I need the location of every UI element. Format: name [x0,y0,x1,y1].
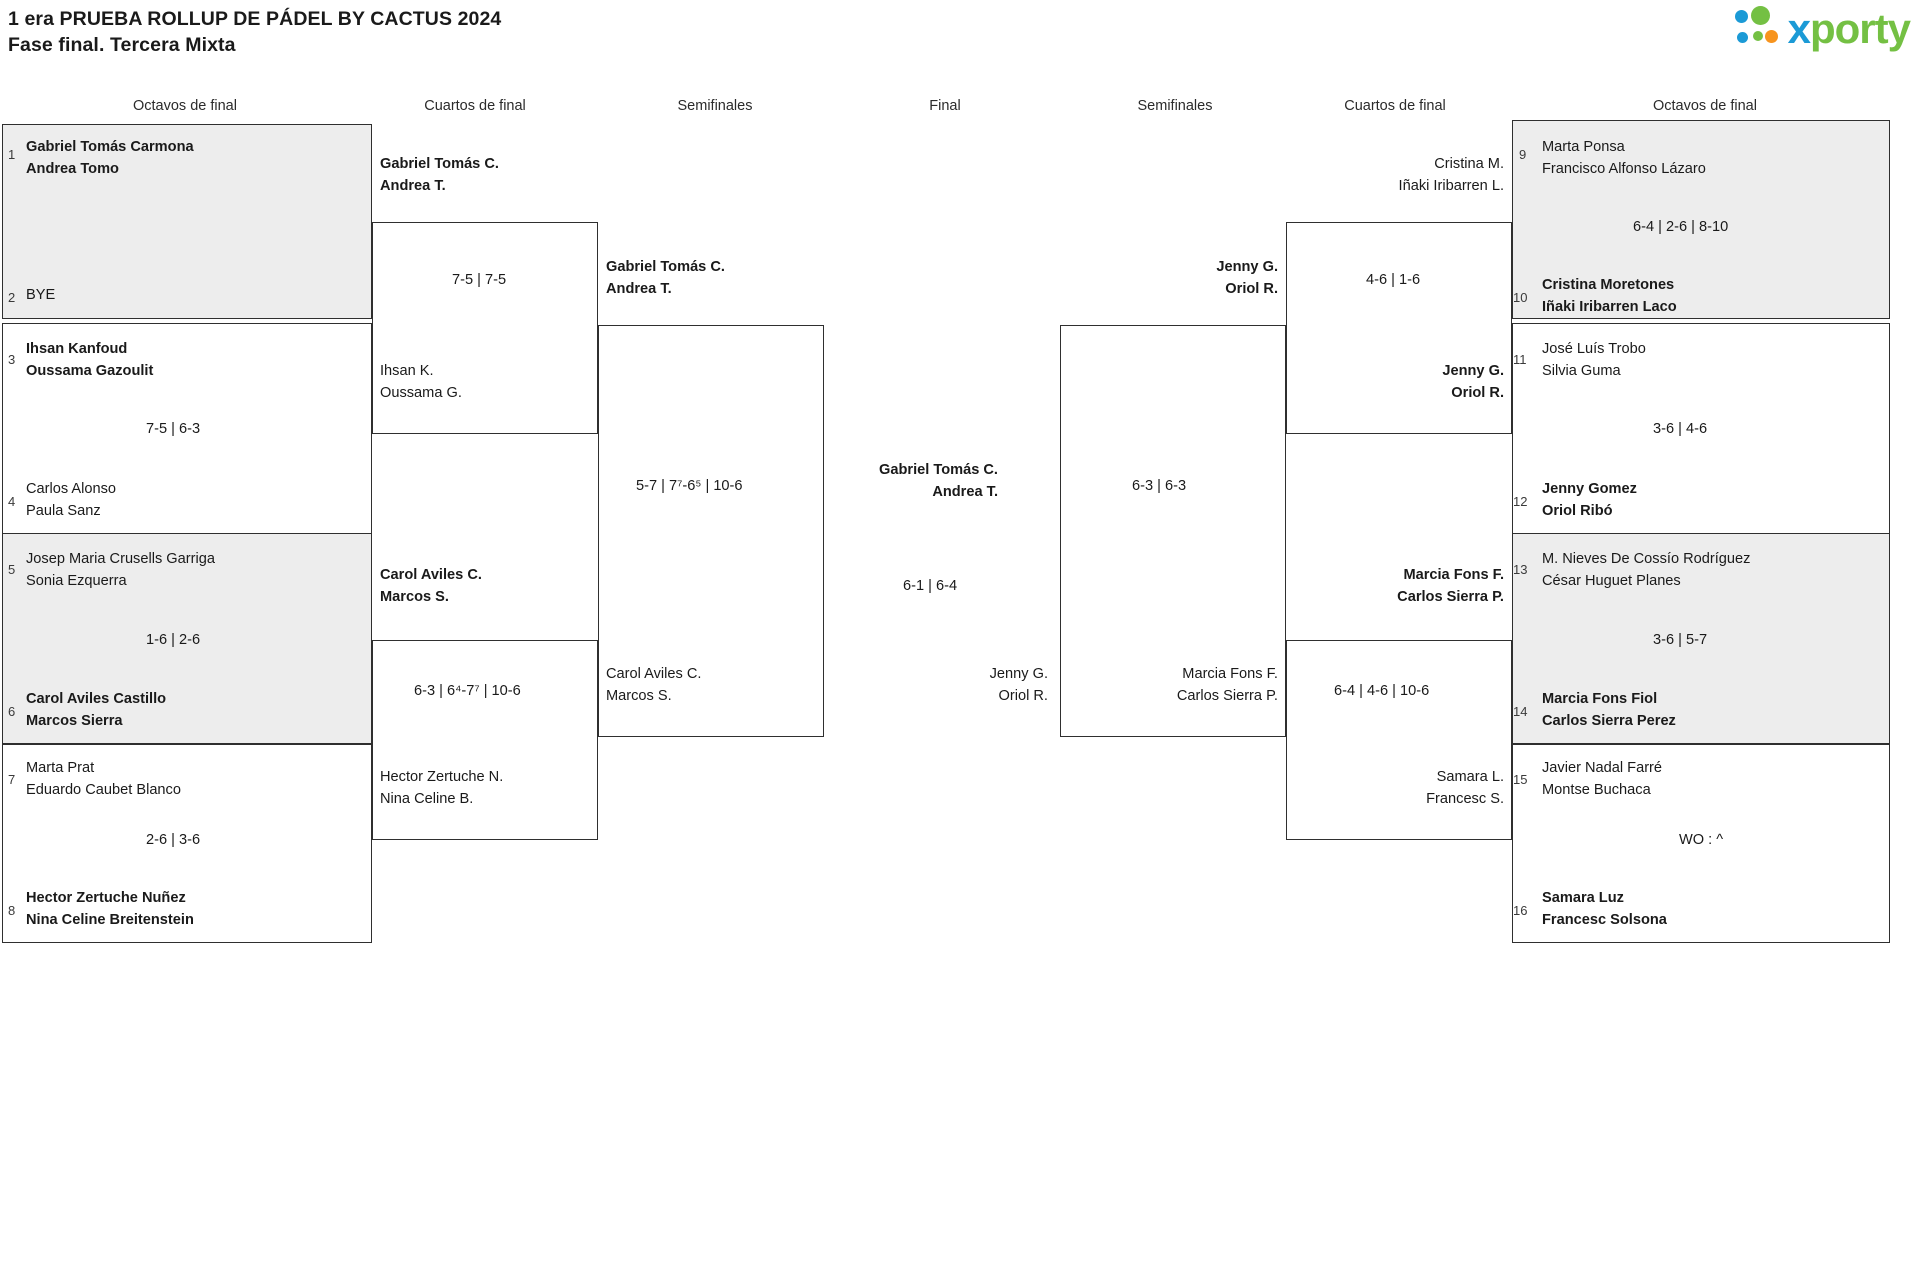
logo-wordmark [1787,5,1910,52]
qf-player-name: Francesc S. [1426,791,1504,807]
qf-player-name: Gabriel Tomás C. [380,156,499,172]
qf-match-2-box[interactable] [372,640,598,840]
player-name: Samara Luz [1542,890,1624,906]
round-header-final: Final [929,98,961,114]
round-header-semifinales-left: Semifinales [677,98,753,114]
seed-number: 3 [8,352,16,367]
sf-player-name: Carol Aviles C. [606,666,702,682]
sf-player-name: Marcos S. [606,688,672,704]
player-name: Marcia Fons Fiol [1542,691,1658,707]
final-runnerup-name: Jenny G. [989,666,1048,682]
qf-player-name: Iñaki Iribarren L. [1398,178,1504,194]
match-score: 5-7 | 7⁷-6⁵ | 10-6 [636,478,743,494]
player-name: Paula Sanz [26,503,101,519]
match-score: 7-5 | 6-3 [146,421,201,437]
seed-number: 6 [8,704,16,719]
player-name: Josep Maria Crusells Garriga [26,551,215,567]
qf-player-name: Marcia Fons F. [1403,567,1504,583]
match-score: 1-6 | 2-6 [146,632,201,648]
logo-dots-icon [1735,6,1781,52]
player-name: José Luís Trobo [1542,341,1646,357]
qf-player-name: Oussama G. [380,385,462,401]
seed-number: 1 [8,147,16,162]
player-name: Cristina Moretones [1542,277,1675,293]
seed-number: 2 [8,290,16,305]
player-name: Oussama Gazoulit [26,363,154,379]
player-name: Gabriel Tomás Carmona [26,139,194,155]
qf-player-name: Ihsan K. [380,363,434,379]
qf-player-name: Carlos Sierra P. [1397,589,1504,605]
sf-player-name: Carlos Sierra P. [1176,688,1278,704]
qf-player-name: Oriol R. [1451,385,1504,401]
player-name: Marcos Sierra [26,713,123,729]
sf-player-name: Oriol R. [1225,281,1278,297]
match-score: 2-6 | 3-6 [146,832,201,848]
logo-letter-x: x [1787,5,1810,52]
player-name: Ihsan Kanfoud [26,341,128,357]
player-name: Iñaki Iribarren Laco [1542,299,1677,315]
qf-player-name: Carol Aviles C. [380,567,482,583]
qf-player-name: Nina Celine B. [380,791,474,807]
match-score: 7-5 | 7-5 [452,272,507,288]
logo-letters-porty: porty [1810,5,1910,52]
player-name: Silvia Guma [1542,363,1621,379]
sf-player-name: Andrea T. [606,281,672,297]
player-name: Eduardo Caubet Blanco [26,782,181,798]
match-score: 4-6 | 1-6 [1366,272,1421,288]
player-name: Marta Ponsa [1542,139,1625,155]
round-header-semifinales-right: Semifinales [1137,98,1213,114]
sf-player-name: Gabriel Tomás C. [606,259,725,275]
seed-number: 5 [8,562,16,577]
seed-number: 8 [8,903,16,918]
final-winner-name: Gabriel Tomás C. [879,462,998,478]
player-name: Sonia Ezquerra [26,573,127,589]
player-name: Marta Prat [26,760,95,776]
player-name: M. Nieves De Cossío Rodríguez [1542,551,1751,567]
player-name: BYE [26,287,56,303]
match-score: 6-3 | 6⁴-7⁷ | 10-6 [414,683,521,699]
match-score: WO : ^ [1679,832,1724,848]
seed-number: 11 [1513,352,1527,367]
seed-number: 9 [1519,147,1527,162]
match-score: 6-4 | 4-6 | 10-6 [1334,683,1430,699]
qf-player-name: Samara L. [1436,769,1504,785]
qf-match-4-box[interactable] [1286,640,1512,840]
final-runnerup-name: Oriol R. [998,688,1048,704]
match-score: 3-6 | 5-7 [1653,632,1708,648]
player-name: Jenny Gomez [1542,481,1637,497]
qf-player-name: Andrea T. [380,178,446,194]
seed-number: 16 [1513,903,1528,918]
match-score: 3-6 | 4-6 [1653,421,1708,437]
final-winner-name: Andrea T. [932,484,998,500]
player-name: Nina Celine Breitenstein [26,912,194,928]
qf-player-name: Hector Zertuche N. [380,769,504,785]
sf-player-name: Jenny G. [1216,259,1278,275]
xporty-logo [1735,6,1910,52]
seed-number: 12 [1513,494,1528,509]
page-title [8,6,501,58]
player-name: Carol Aviles Castillo [26,691,167,707]
round-header-octavos-left: Octavos de final [133,98,237,114]
seed-number: 10 [1513,290,1528,305]
player-name: Carlos Sierra Perez [1542,713,1676,729]
seed-number: 4 [8,494,16,509]
player-name: Oriol Ribó [1542,503,1613,519]
qf-player-name: Marcos S. [380,589,449,605]
qf-player-name: Jenny G. [1442,363,1504,379]
player-name: Francesc Solsona [1542,912,1667,928]
sf-player-name: Marcia Fons F. [1182,666,1278,682]
final-score: 6-1 | 6-4 [903,578,958,594]
seed-number: 15 [1513,772,1528,787]
player-name: Hector Zertuche Nuñez [26,890,186,906]
match-score: 6-4 | 2-6 | 8-10 [1633,219,1729,235]
player-name: César Huguet Planes [1542,573,1681,589]
player-name: Javier Nadal Farré [1542,760,1663,776]
player-name: Andrea Tomo [26,161,119,177]
match-score: 6-3 | 6-3 [1132,478,1187,494]
qf-player-name: Cristina M. [1434,156,1504,172]
seed-number: 7 [8,772,16,787]
player-name: Francisco Alfonso Lázaro [1542,161,1706,177]
round-header-cuartos-left: Cuartos de final [424,98,526,114]
round-header-octavos-right: Octavos de final [1653,98,1757,114]
player-name: Montse Buchaca [1542,782,1651,798]
seed-number: 13 [1513,562,1528,577]
tournament-subtitle: Fase final. Tercera Mixta [8,34,236,56]
seed-number: 14 [1513,704,1528,719]
tournament-title: 1 era PRUEBA ROLLUP DE PÁDEL BY CACTUS 2024 [8,8,502,30]
player-name: Carlos Alonso [26,481,117,497]
round-header-cuartos-right: Cuartos de final [1344,98,1446,114]
